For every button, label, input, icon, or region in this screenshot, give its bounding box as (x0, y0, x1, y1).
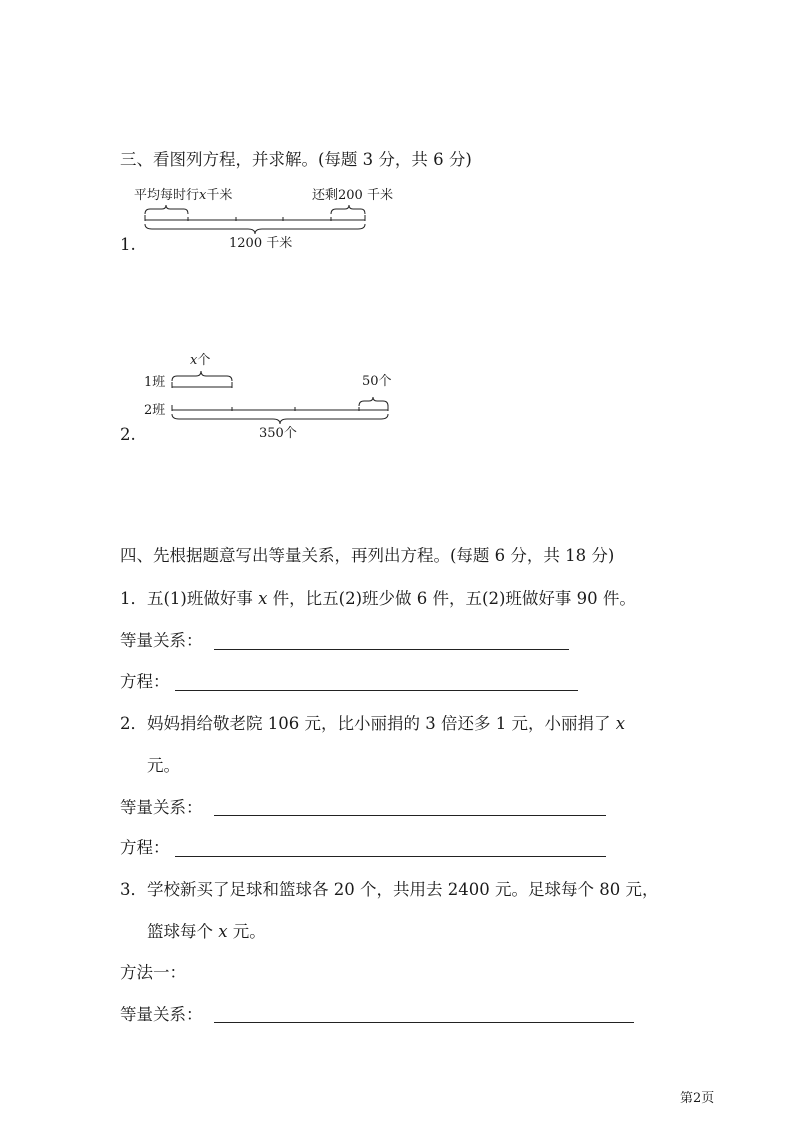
s4-q1-equation-answer-line[interactable] (175, 690, 578, 691)
s4-q2-equation-label: 方程： (120, 838, 170, 857)
s4-q1-text (120, 589, 636, 609)
q1-label-right: 还剩200 千米 (312, 188, 393, 203)
q1-label-left-var: x (199, 188, 207, 203)
s4-q3-text-line2 (147, 922, 266, 942)
q2-label-extra: 50个 (362, 374, 392, 389)
q1-label-left-a: 平均每时行 (134, 188, 200, 203)
s4-q2-text-line1-a: 2．妈妈捐给敬老院 106 元，比小丽捐的 3 倍还多 1 元，小丽捐了 (120, 714, 616, 733)
section3-heading: 三、看图列方程，并求解。(每题 3 分，共 6 分) (120, 150, 472, 169)
q2-brace-top (172, 371, 232, 381)
s4-q2-relation-label: 等量关系： (120, 798, 203, 817)
s4-q3-relation-label: 等量关系： (120, 1005, 203, 1024)
q2-row2-label: 2班 (144, 403, 166, 418)
q2-brace-extra (359, 397, 388, 406)
section4-heading: 四、先根据题意写出等量关系，再列出方程。(每题 6 分，共 18 分) (120, 546, 615, 565)
q1-brace-bottom (145, 224, 365, 234)
q2-label-total: 350个 (259, 426, 297, 441)
s4-q1-text-b: 件，比五(2)班少做 6 件，五(2)班做好事 90 件。 (267, 589, 636, 608)
s4-q3-text-line2-a: 篮球每个 (147, 922, 219, 941)
q2-label-var-x: x (190, 353, 198, 368)
s4-q3-text-line1: 3．学校新买了足球和篮球各 20 个，共用去 2400 元。足球每个 80 元， (120, 880, 659, 899)
s4-q2-text-line2: 元。 (147, 756, 180, 775)
q2-number: 2. (120, 425, 136, 444)
q1-number: 1. (120, 235, 136, 254)
s4-q2-equation-answer-line[interactable] (175, 856, 606, 857)
s4-q3-text-line2-b: 元。 (227, 922, 266, 941)
q2-brace-bottom (172, 414, 388, 424)
s4-q1-relation-answer-line[interactable] (214, 649, 569, 650)
q1-brace-left (145, 205, 188, 214)
q1-label-left-b: 千米 (206, 188, 233, 203)
q1-brace-right (331, 205, 365, 214)
q2-label-var (190, 353, 210, 368)
s4-q2-var: x (615, 714, 626, 733)
q2-row1-label: 1班 (144, 375, 166, 390)
s4-q3-relation-answer-line[interactable] (214, 1022, 634, 1023)
q1-label-total: 1200 千米 (229, 236, 293, 251)
s4-q2-text-line1 (120, 714, 625, 734)
s4-q3-method-label: 方法一： (120, 963, 186, 982)
s4-q1-relation-label: 等量关系： (120, 631, 203, 650)
s4-q1-var: x (258, 589, 268, 608)
s4-q2-relation-answer-line[interactable] (214, 815, 606, 816)
s4-q3-var: x (218, 922, 228, 941)
q2-label-var-unit: 个 (197, 353, 211, 368)
s4-q1-text-a: 1．五(1)班做好事 (120, 589, 259, 608)
page-number: 第2页 (680, 1091, 715, 1106)
s4-q1-equation-label: 方程： (120, 672, 170, 691)
